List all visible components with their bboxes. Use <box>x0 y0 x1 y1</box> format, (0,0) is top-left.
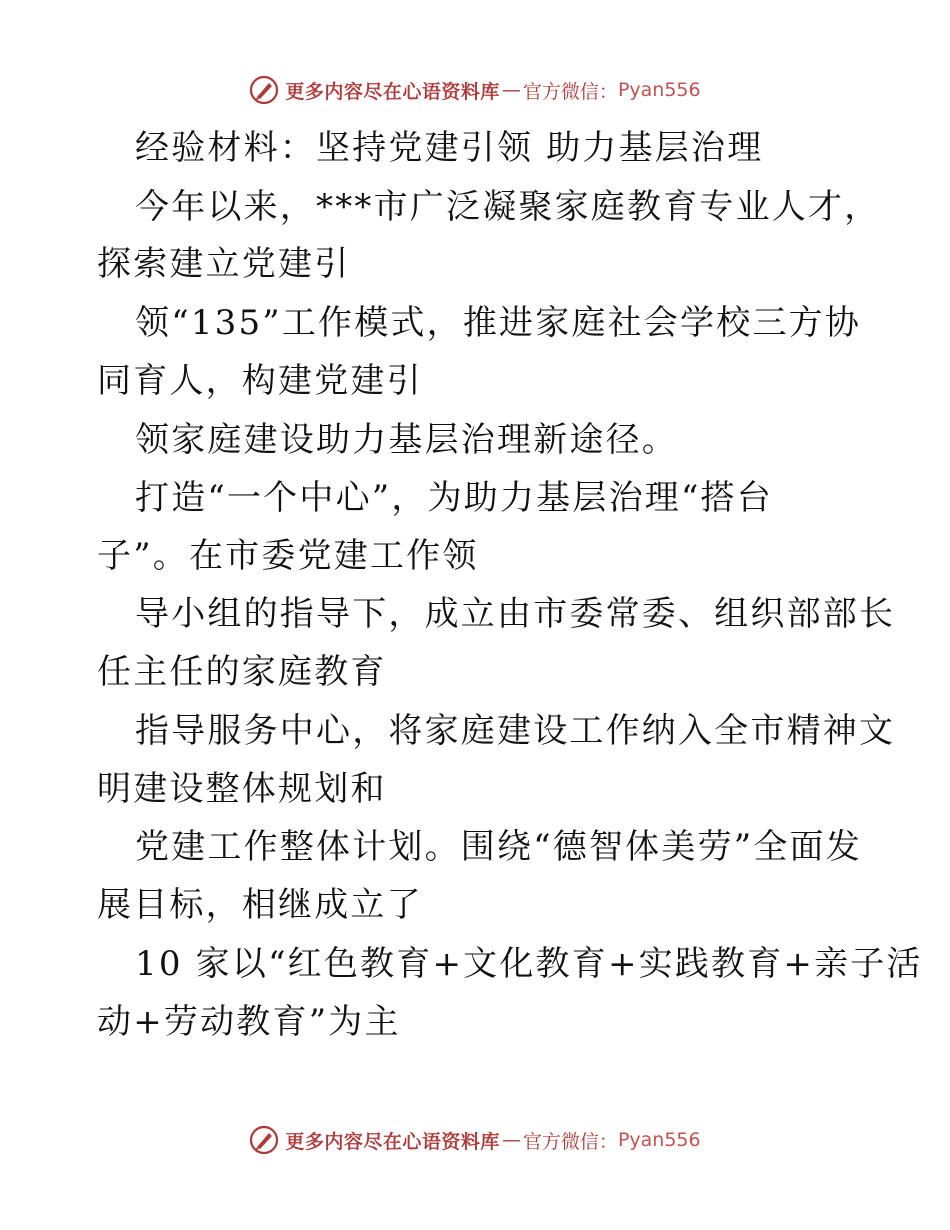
paragraph-line: 党建工作整体计划。围绕“德智体美劳”全面发 <box>135 827 862 867</box>
paragraph-line: 子”。在市委党建工作领 <box>97 536 479 576</box>
quill-logo-icon <box>249 1125 279 1155</box>
paragraph-line: 指导服务中心，将家庭建设工作纳入全市精神文 <box>135 711 896 751</box>
watermark-wechat-id: Pyan556 <box>617 1129 701 1151</box>
watermark-text: 更多内容尽在心语资料库 <box>285 80 500 103</box>
watermark-wechat-id: Pyan556 <box>617 79 701 101</box>
document-title: 经验材料：坚持党建引领 助力基层治理 <box>135 128 764 168</box>
paragraph-line: 动+劳动教育”为主 <box>97 1002 401 1042</box>
watermark-dash: — <box>501 1129 521 1151</box>
paragraph-line: 领“135”工作模式，推进家庭社会学校三方协 <box>135 303 862 343</box>
watermark-label: 官方微信： <box>522 1130 618 1153</box>
watermark-dash: — <box>501 79 521 101</box>
paragraph-line: 打造“一个中心”，为助力基层治理“搭台 <box>135 478 773 518</box>
paragraph-line: 展目标，相继成立了 <box>97 885 423 925</box>
paragraph-line: 领家庭建设助力基层治理新途径。 <box>135 420 678 460</box>
paragraph-line: 任主任的家庭教育 <box>97 652 387 692</box>
paragraph-line: 10 家以“红色教育+文化教育+实践教育+亲子活 <box>135 944 923 984</box>
watermark-label: 官方微信： <box>522 80 618 103</box>
paragraph-line: 探索建立党建引 <box>97 244 351 284</box>
paragraph-line: 今年以来，***市广泛凝聚家庭教育专业人才， <box>135 187 881 227</box>
paragraph-line: 导小组的指导下，成立由市委常委、组织部部长 <box>135 594 896 634</box>
footer-watermark <box>0 1120 950 1160</box>
header-watermark <box>0 70 950 110</box>
paragraph-line: 明建设整体规划和 <box>97 769 387 809</box>
quill-logo-icon <box>249 75 279 105</box>
watermark-text: 更多内容尽在心语资料库 <box>285 1130 500 1153</box>
paragraph-line: 同育人，构建党建引 <box>97 361 423 401</box>
